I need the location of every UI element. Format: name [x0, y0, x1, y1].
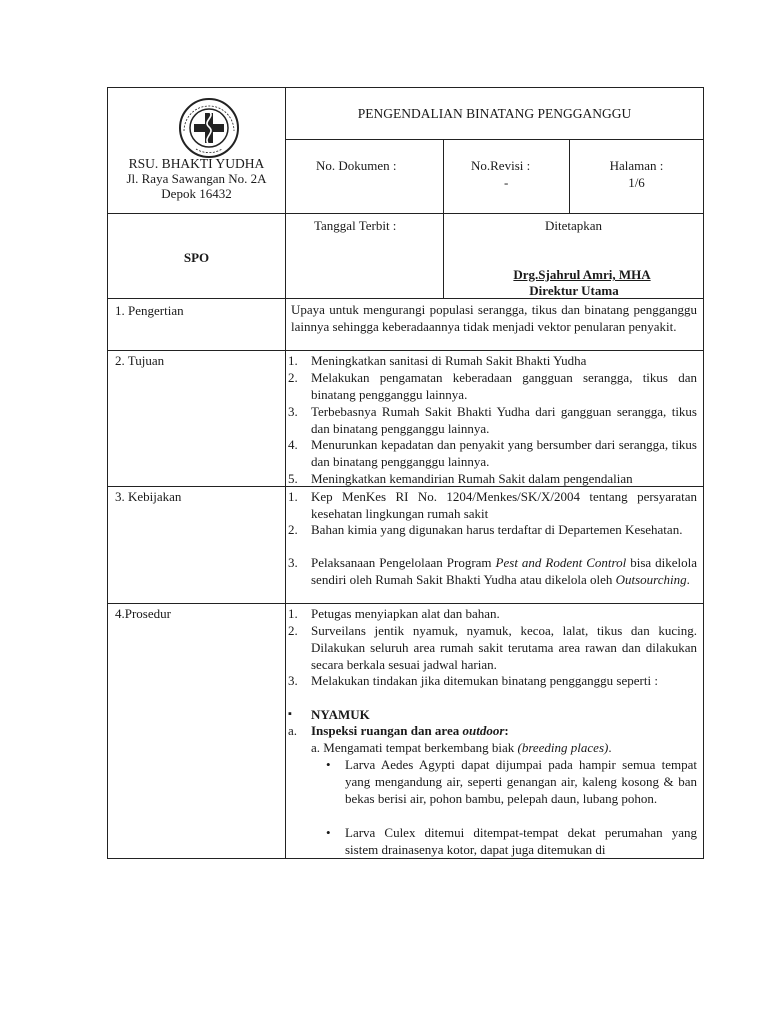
tujuan-number: 1. [288, 353, 298, 368]
mengamati-line [311, 739, 697, 756]
inspeksi-suffix: : [504, 723, 509, 738]
dot-item: Larva Aedes Agypti dapat dijumpai pada hampir semua tempat yang mengandung air, seperti genangan air, kaleng kosong & ban bekas berisi air, pohon bambu, pelepah daun, lubang pohon. [345, 757, 697, 806]
tujuan-number: 3. [288, 404, 298, 419]
pengertian-label: 1. Pengertian [115, 303, 184, 318]
revision-value: - [504, 175, 509, 190]
page-value: 1/6 [628, 175, 645, 190]
ditetapkan-label: Ditetapkan [544, 218, 603, 233]
prosedur-item: Melakukan tindakan jika ditemukan binatang pengganggu seperti : [311, 673, 658, 688]
row-divider-pengertian [107, 350, 704, 351]
kebijakan-label: 3. Kebijakan [115, 489, 182, 504]
table-border-right [703, 87, 704, 859]
kebijakan-text: Pelaksanaan Pengelolaan Program [311, 555, 492, 570]
pengertian-text: Upaya untuk mengurangi populasi serangga, tikus dan binatang pengganggu lainnya sehingga keberadaannya tidak menjadi vektor penularan penyakit. [291, 302, 697, 334]
revision-label: No.Revisi : [471, 158, 531, 173]
signer-name: Drg.Sjahrul Amri, MHA [513, 267, 651, 282]
square-bullet: ▪ [288, 708, 292, 720]
row-divider-kebijakan [107, 603, 704, 604]
dot-bullet: • [326, 757, 331, 772]
dot-item: Larva Culex ditemui ditempat-tempat dekat perumahan yang sistem drainasenya kotor, dapat juga ditemukan di [345, 825, 697, 857]
kebijakan-item [311, 554, 697, 588]
document-title: PENGENDALIAN BINATANG PENGGANGGU [357, 106, 632, 121]
kebijakan-item: Bahan kimia yang digunakan harus terdaftar di Departemen Kesehatan. [311, 522, 683, 537]
inspeksi-heading [311, 722, 697, 739]
tujuan-number: 2. [288, 370, 298, 385]
address-line1: Jl. Raya Sawangan No. 2A [126, 171, 267, 186]
kebijakan-item: Kep MenKes RI No. 1204/Menkes/SK/X/2004 tentang persyaratan kesehatan lingkungan rumah sakit [311, 489, 697, 521]
kebijakan-emphasis: Pest and Rodent Control [495, 555, 627, 570]
tujuan-item: Meningkatkan kemandirian Rumah Sakit dalam pengendalian [311, 471, 633, 486]
page-label: Halaman : [609, 158, 664, 173]
spo-label: SPO [183, 250, 210, 265]
issue-date-label: Tanggal Terbit : [314, 218, 397, 233]
sub-item-letter: a. [288, 723, 298, 738]
signer-title: Direktur Utama [529, 283, 619, 298]
address-line2: Depok 16432 [161, 186, 232, 201]
nyamuk-heading: NYAMUK [311, 707, 370, 722]
kebijakan-text: bisa dikelola sendiri oleh Rumah Sakit Bhakti Yudha atau dikelola oleh [311, 555, 698, 587]
column-divider [285, 87, 286, 859]
doc-number-label: No. Dokumen : [316, 158, 397, 173]
table-border-bottom [107, 858, 704, 859]
prosedur-number: 2. [288, 623, 298, 638]
prosedur-number: 1. [288, 606, 298, 621]
table-border-top [107, 87, 704, 88]
inspeksi-text: Inspeksi ruangan dan area [311, 723, 460, 738]
tujuan-number: 5. [288, 471, 298, 486]
hospital-logo [176, 97, 242, 159]
mengamati-end: . [608, 740, 612, 755]
row-divider-header [107, 213, 704, 214]
kebijakan-number: 2. [288, 522, 298, 537]
prosedur-number: 3. [288, 673, 298, 688]
prosedur-label: 4.Prosedur [115, 606, 171, 621]
tujuan-item: Terbebasnya Rumah Sakit Bhakti Yudha dari gangguan serangga, tikus dan binatang pengganggu lainnya. [311, 404, 697, 436]
tujuan-item: Melakukan pengamatan keberadaan gangguan serangga, tikus dan binatang pengganggu lainnya. [311, 370, 697, 402]
kebijakan-number: 1. [288, 489, 298, 504]
logo-text-path-bottom [196, 149, 222, 153]
hospital-name: RSU. BHAKTI YUDHA [128, 156, 265, 171]
tujuan-item: Meningkatkan sanitasi di Rumah Sakit Bhakti Yudha [311, 353, 587, 368]
row-divider-title [285, 139, 703, 140]
kebijakan-text: . [686, 572, 690, 587]
kebijakan-number: 3. [288, 555, 298, 570]
tujuan-number: 4. [288, 437, 298, 452]
table-border-left [107, 87, 108, 859]
mengamati-emphasis: (breeding places) [517, 740, 609, 755]
tujuan-label: 2. Tujuan [115, 353, 165, 368]
prosedur-item: Petugas menyiapkan alat dan bahan. [311, 606, 500, 621]
mengamati-text: a. Mengamati tempat berkembang biak [311, 740, 515, 755]
inspeksi-emphasis: outdoor [462, 723, 505, 738]
prosedur-item: Surveilans jentik nyamuk, nyamuk, kecoa, lalat, tikus dan kucing. Dilakukan seluruh area rumah sakit terutama area rawan dan dilakukan secara berkala sesuai jadwal harian. [311, 623, 697, 672]
kebijakan-emphasis: Outsourching [615, 572, 687, 587]
dot-bullet: • [326, 825, 331, 840]
tujuan-item: Menurunkan kepadatan dan penyakit yang bersumber dari serangga, tikus dan binatang pengganggu lainnya. [311, 437, 697, 469]
